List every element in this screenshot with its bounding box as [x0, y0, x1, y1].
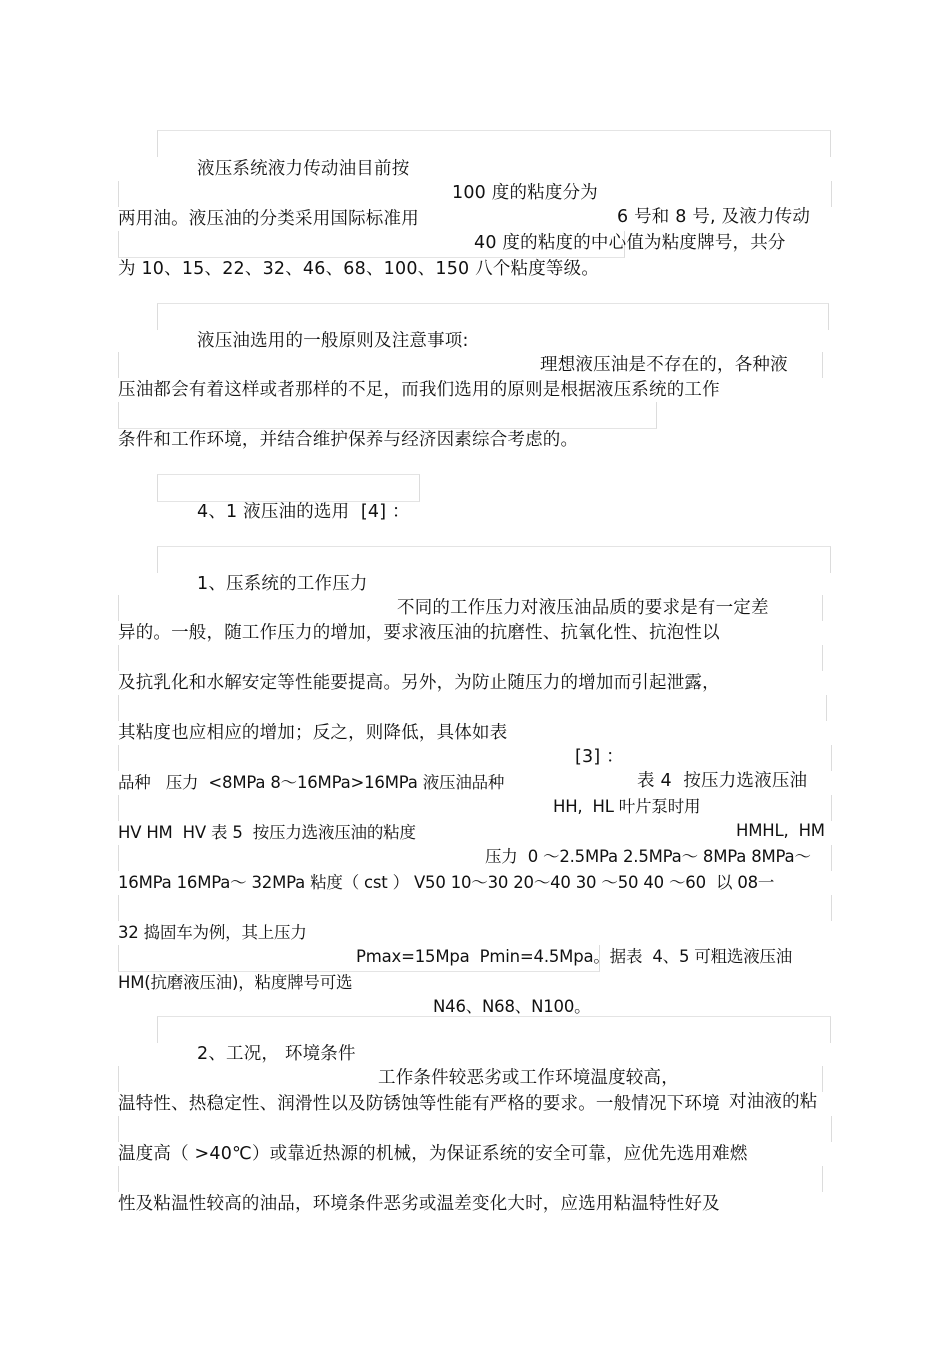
text-fragment: 温特性、热稳定性、润滑性以及防锈蚀等性能有严格的要求。一般情况下环境: [118, 1094, 720, 1114]
text-fragment: 液压系统液力传动油目前按: [197, 159, 410, 179]
text-fragment: Pmax=15Mpa Pmin=4.5Mpa。据表 4、5 可粗选液压油: [356, 947, 793, 966]
text-frame: [157, 1016, 831, 1043]
text-fragment: 32 捣固车为例，其上压力: [118, 923, 307, 942]
text-fragment: N46、N68、N100。: [433, 997, 591, 1016]
text-fragment: 表 4 按压力选液压油: [637, 771, 808, 791]
text-frame: [157, 546, 831, 573]
text-fragment: HMHL, HM: [736, 821, 825, 840]
text-fragment: [3] ：: [575, 747, 624, 767]
text-fragment: 条件和工作环境，并结合维护保养与经济因素综合考虑的。: [118, 430, 579, 450]
text-frame: [118, 795, 832, 821]
text-fragment: 温度高（ >40℃）或靠近热源的机械，为保证系统的安全可靠，应优先选用难燃: [118, 1144, 748, 1164]
text-fragment: HV HM HV 表 5 按压力选液压油的粘度: [118, 823, 416, 842]
text-line: [0, 233, 600, 305]
text-fragment: 异的。一般，随工作压力的增加，要求液压油的抗磨性、抗氧化性、抗泡性以: [118, 623, 720, 643]
text-fragment: 两用油。液压油的分类采用国际标准用: [118, 209, 419, 229]
text-fragment: 品种 压力 <8MPa 8～16MPa>16MPa 液压油品种: [118, 773, 505, 792]
text-fragment: 2、工况， 环境条件: [197, 1044, 356, 1064]
text-frame: [157, 303, 829, 330]
text-fragment: 100 度的粘度分为: [452, 183, 598, 203]
text-fragment: 对油液的粘: [729, 1092, 818, 1112]
text-fragment: HM(抗磨液压油)，粘度牌号可选: [118, 973, 353, 992]
text-fragment: 16MPa 16MPa～ 32MPa 粘度（ cst ） V50 10～30 20～40 30 ～50 40 ～60 以 08一: [118, 873, 775, 892]
text-fragment: 不同的工作压力对液压油品质的要求是有一定差: [397, 598, 769, 618]
text-fragment: 其粘度也应相应的增加；反之，则降低，具体如表: [118, 723, 508, 743]
text-fragment: 理想液压油是不存在的，各种液: [540, 355, 788, 375]
text-fragment: 4、1 液压油的选用 [4] ：: [197, 502, 410, 522]
text-fragment: 及抗乳化和水解安定等性能要提高。另外，为防止随压力的增加而引起泄露，: [118, 673, 720, 693]
text-fragment: HH, HL 叶片泵时用: [553, 797, 701, 816]
text-frame: [118, 895, 832, 921]
text-fragment: 压力 0 ～2.5MPa 2.5MPa～ 8MPa 8MPa～: [485, 847, 811, 866]
text-frame: [157, 474, 420, 502]
text-fragment: 工作条件较恶劣或工作环境温度较高，: [378, 1068, 679, 1088]
text-line: [0, 1168, 720, 1240]
text-fragment: 压油都会有着这样或者那样的不足，而我们选用的原则是根据液压系统的工作: [118, 380, 720, 400]
text-frame: [118, 645, 823, 671]
text-fragment: 性及粘温性较高的油品，环境条件恶劣或温差变化大时，应选用粘温特性好及: [118, 1194, 720, 1214]
text-fragment: 1、压系统的工作压力: [197, 574, 368, 594]
text-frame: [118, 745, 832, 771]
text-frame: [157, 130, 831, 157]
text-frame: [118, 1116, 832, 1142]
text-fragment: 液压油选用的一般原则及注意事项:: [197, 331, 469, 351]
text-frame: [118, 1166, 823, 1192]
text-frame: [118, 402, 657, 429]
text-fragment: 为 10、15、22、32、46、68、100、150 八个粘度等级。: [118, 259, 600, 279]
text-fragment: 6 号和 8 号, 及液力传动: [617, 207, 811, 227]
text-fragment: 40 度的粘度的中心值为粘度牌号，共分: [474, 233, 786, 253]
text-line: [0, 404, 579, 476]
text-frame: [118, 695, 827, 721]
text-line: [0, 476, 410, 548]
